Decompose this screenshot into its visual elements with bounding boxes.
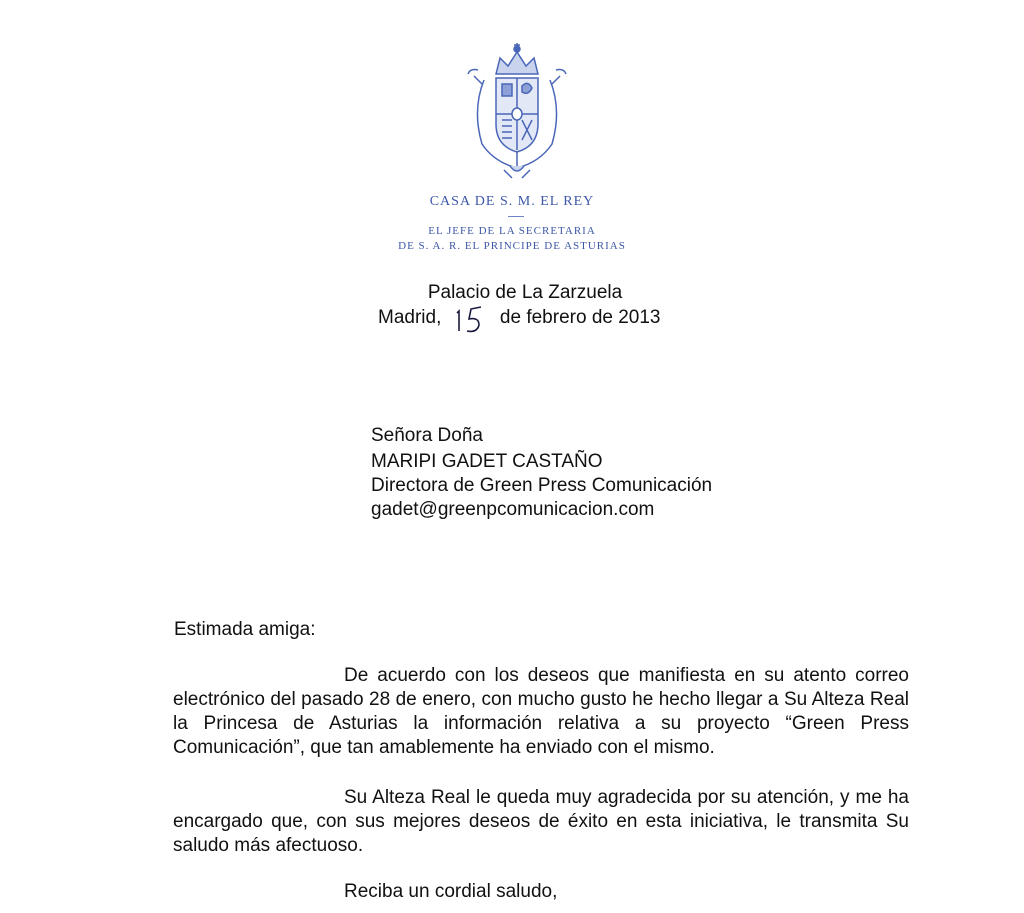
royal-crest bbox=[466, 40, 568, 182]
letterhead-divider bbox=[508, 216, 524, 217]
recipient-salutation: Señora Doña bbox=[371, 425, 483, 446]
body-paragraph-2: Su Alteza Real le queda muy agradecida por su atención, y me ha encargado que, con sus mejores deseos de éxito en esta iniciativa, le transmita Su saludo más afectuoso. bbox=[173, 787, 909, 856]
greeting: Estimada amiga: bbox=[174, 619, 316, 640]
date-city: Madrid, bbox=[378, 307, 442, 328]
handwritten-day-signature bbox=[451, 305, 491, 335]
body-paragraph-1: De acuerdo con los deseos que manifiesta en su atento correo electrónico del pasado 28 de enero, con mucho gusto he hecho llegar a Su Alteza Real la Princesa de Asturias la información relativa a su proyecto “Green Press Comunicación”, que tan amablemente ha enviado con el mismo. bbox=[173, 665, 909, 758]
closing: Reciba un cordial saludo, bbox=[344, 881, 558, 902]
recipient-title: Directora de Green Press Comunicación bbox=[371, 475, 713, 496]
date-line bbox=[378, 307, 661, 329]
letterhead-line-3: DE S. A. R. EL PRINCIPE DE ASTURIAS bbox=[398, 240, 626, 252]
letterhead-line-2: EL JEFE DE LA SECRETARIA bbox=[428, 225, 596, 237]
recipient-email: gadet@greenpcomunicacion.com bbox=[371, 499, 655, 520]
recipient-name: MARIPI GADET CASTAÑO bbox=[371, 451, 603, 472]
place-line: Palacio de La Zarzuela bbox=[427, 282, 623, 303]
date-rest: de febrero de 2013 bbox=[499, 307, 661, 328]
letterhead-line-1: CASA DE S. M. EL REY bbox=[429, 194, 595, 209]
